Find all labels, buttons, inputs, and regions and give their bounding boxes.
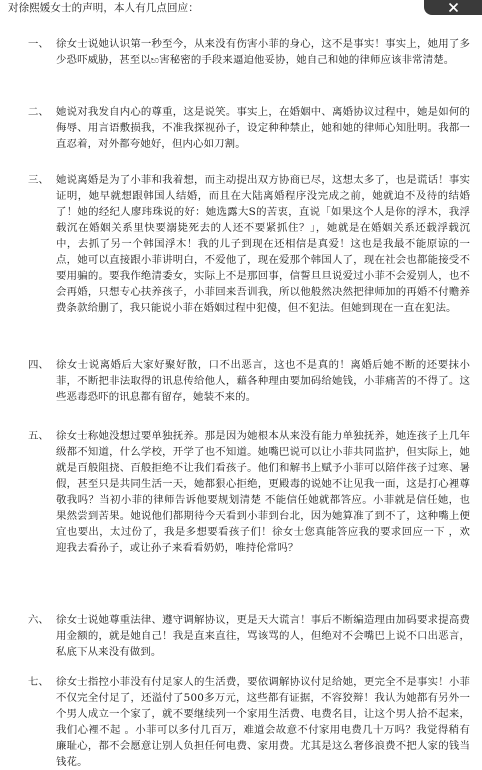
- section-number: 一、: [28, 38, 49, 50]
- section-text: 徐女士指控小菲没有付足家人的生活费，要依调解协议付足给她，更完全不是事实！小菲不仅完全付足了，还溢付了500多万元，这些都有证据，不容狡辩！我认为她都有另外一个男人成立一个家了，就不要继续列一个家用生活费、电费名目，让这个男人拾不起来，我们心裡不起 。小菲可以多付几百万，难道会故意不付家用电费几十万吗？我觉得稍有廉耻心，都不会愿意让别人负担任何电费、家用费。尤其是这么奢侈浪费不把人家的钱当钱花。: [56, 676, 470, 768]
- section-number: 三、: [28, 174, 49, 186]
- section-text: 徐女士说离婚后大家好聚好散，口不出恶言，这也不是真的！离婚后她不断的还要抹小菲，不断把非法取得的讯息传给他人，藉各种理由要加码给她钱，小菲痛苦的不得了。这些恶毒恐吓的讯息都有留存，她装不来的。: [56, 359, 470, 403]
- section-number: 五、: [28, 430, 49, 442]
- section-text: 徐女士说她认识第一秒至今，从来没有伤害小菲的身心，这不是事实！事实上，她用了多少恐吓威胁，甚至以භ害秘密的手段来逼迫他妥协，她自己和她的律师应该非常清楚。: [56, 38, 470, 66]
- section-number: 四、: [28, 359, 49, 371]
- intro-line: 对徐熙媛女士的声明，本人有几点回应：: [8, 2, 199, 14]
- section-text: 她说离婚是为了小菲和我着想，而主动提出双方协商已尽，这想太多了，也是谎话！事实证明，她早就想跟韩国人结婚，而且在大陆离婚程序没完成之前，她就迫不及待的结婚了！她的经纪人廖玮珠说的好：她选露大S的苦衷，直说「如果这个人是你的浮木，我浮载沉在婚姻关系里快要溺毙死去的人还不要紧抓住？」，她就是在婚姻关系还载浮载沉中，去抓了另一个韩国浮木！我的儿子到现在还相信是真爱！这也是我最不能原谅的一点，她可以直接跟小菲讲明白，不爱他了，现在爱那个韩国人了，现在社会也都能接受不要用骗的。要我作绝清委女，实际上不是那回事，信誓旦旦说爱过小菲不会爱别人，也不会再婚，只想专心扶养孩子，小菲回来吾训我，所以他般然决然把律师加的再婚不付赡养费条款给删了，我只能说小菲在婚姻过程中犯傻，但不犯法。但她到现在一直在犯法。: [56, 174, 470, 314]
- section-text: 徐女士说她尊重法律、遵守调解协议，更是天大谎言！事后不断编造理由加码要求提高费用金额的，就是她自己！我是直来直往，骂该骂的人，但绝对不会嘴巴上说不口出恶言，私底下从来没有做到。: [56, 614, 470, 658]
- section-number: 六、: [28, 614, 49, 626]
- section-text: 徐女士称她没想过要单独抚养。那是因为她根本从来没有能力单独抚养，她连孩子上几年级都不知道，什么学校，开学了也不知道。她嘴巴说可以让小菲共同监护，但实际上，她就是百般阻挠、百般拒绝不让我们看孩子。他们和解书上赋予小菲可以陪伴孩子过寒、暑假，甚至只是共同生活一天，她都狠心拒绝，更殿毒的说她不让见我一面，这是打心裡尊敬我吗？当初小菲的律师告诉他要规划清楚 不能信任她就都答应。小菲就是信任她，也果然尝到苦果。她说他们都期待今天看到小菲到台北，因为她算准了到不了，这种嘴上便宜也要出，太过份了，我是多想要看孩子们！徐女士您真能答应我的要求回应一下 ，欢迎我去看孙子，或让孙子来看看奶奶，唯持伦常吗？: [56, 430, 470, 554]
- close-icon: [448, 2, 459, 13]
- close-button[interactable]: [424, 0, 482, 15]
- section-text: 她说对我发自内心的尊重，这是说笑。事实上，在婚姻中、离婚协议过程中，她是如何的侮辱、用言语敷损我，不准我探视孙子，设定种种禁止，她和她的律师心知肚明。我都一直忍着，对外都夸她好，但内心如刀割。: [56, 106, 470, 150]
- section-number: 七、: [28, 676, 49, 688]
- section-number: 二、: [28, 106, 49, 118]
